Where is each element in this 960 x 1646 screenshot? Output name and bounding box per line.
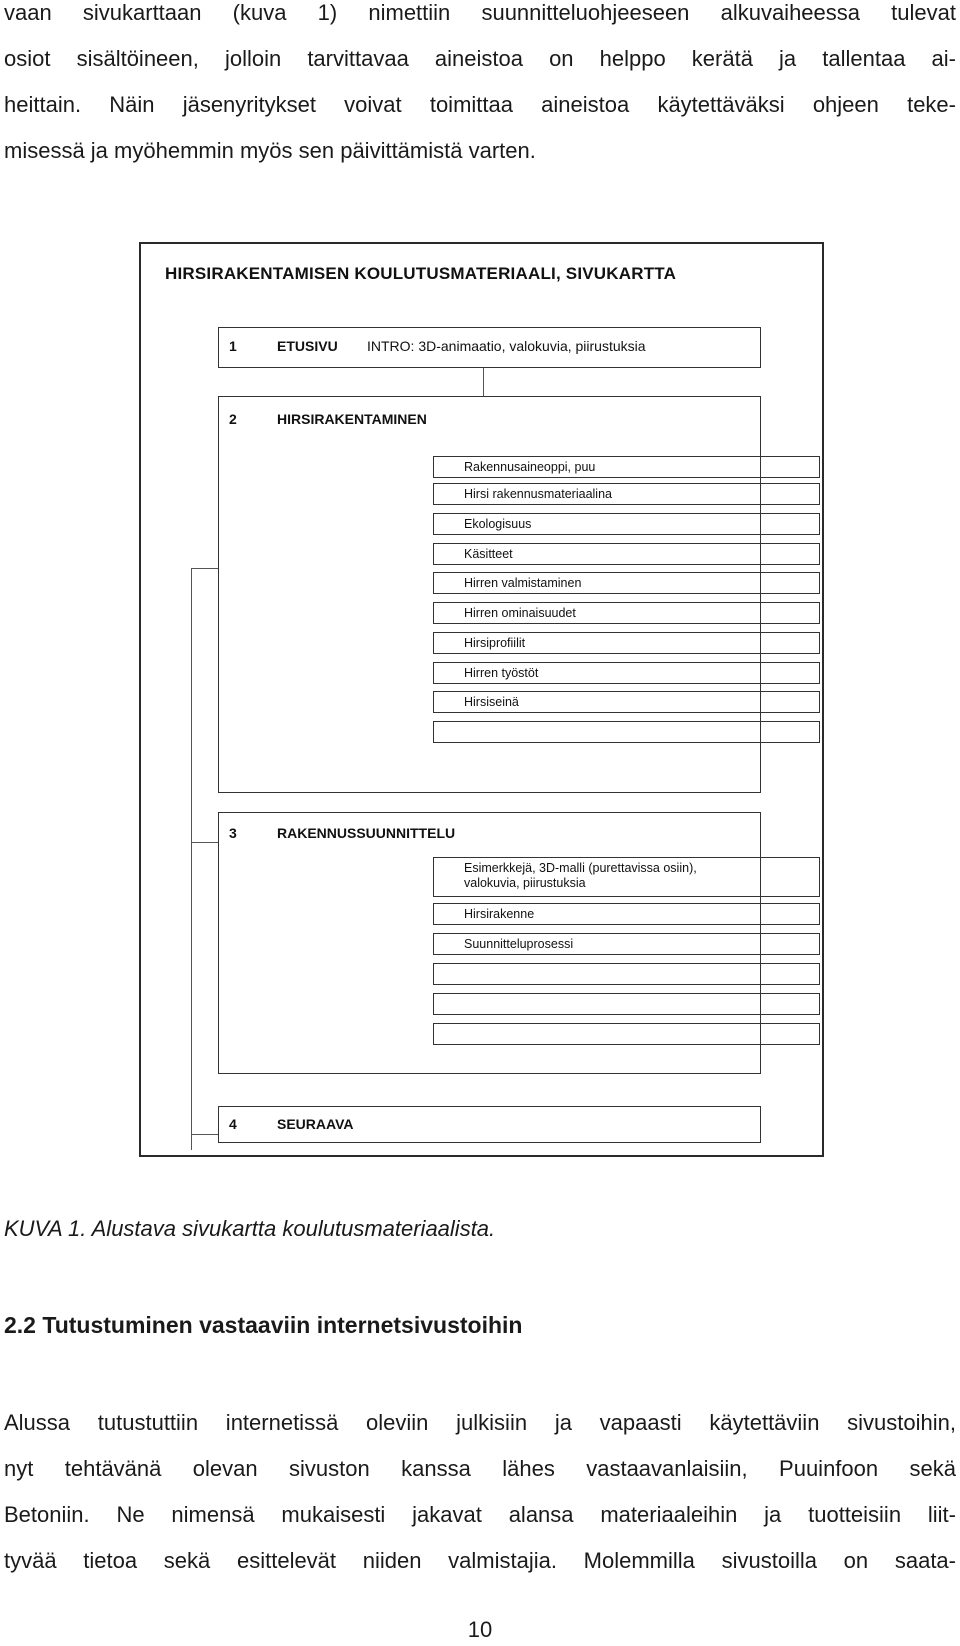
body-line: Betoniin. Ne nimensä mukaisesti jakavat alansa materiaaleihin ja tuotteisiin liit- <box>4 1502 956 1527</box>
sitemap-item: Suunnitteluprosessi <box>433 933 820 955</box>
sitemap-item: Hirsiseinä <box>433 691 820 713</box>
sitemap-item <box>433 1023 820 1045</box>
section-title: ETUSIVU <box>277 338 338 354</box>
section-title: RAKENNUSSUUNNITTELU <box>277 825 456 841</box>
section-hirsirakentaminen <box>218 396 761 793</box>
section-number: 4 <box>229 1116 237 1132</box>
sitemap-item <box>433 993 820 1015</box>
section-subtitle: INTRO: 3D-animaatio, valokuvia, piirustuksia <box>367 338 646 354</box>
sitemap-item: Hirren ominaisuudet <box>433 602 820 624</box>
sitemap-item: Ekologisuus <box>433 513 820 535</box>
connector-line <box>191 568 192 1150</box>
body-line: tyvää tietoa sekä esittelevät niiden valmistajia. Molemmilla sivustoilla on saata- <box>4 1548 956 1573</box>
intro-line: osiot sisältöineen, jolloin tarvittavaa aineistoa on helppo kerätä ja tallentaa ai- <box>4 46 956 71</box>
sitemap-item: Käsitteet <box>433 543 820 565</box>
body-paragraph <box>4 1400 956 1584</box>
sitemap-item: Rakennusaineoppi, puu <box>433 456 820 478</box>
section-etusivu <box>218 327 761 368</box>
intro-paragraph <box>4 0 956 174</box>
sitemap-figure <box>139 242 824 1157</box>
sitemap-item <box>433 963 820 985</box>
intro-line: heittain. Näin jäsenyritykset voivat toimittaa aineistoa käytettäväksi ohjeen teke- <box>4 92 956 117</box>
body-line: nyt tehtävänä olevan sivuston kanssa lähes vastaavanlaisiin, Puuinfoon sekä <box>4 1456 956 1481</box>
section-number: 1 <box>229 338 237 354</box>
sitemap-item: Esimerkkejä, 3D-malli (purettavissa osiin), valokuvia, piirustuksia <box>433 857 820 897</box>
section-title: SEURAAVA <box>277 1116 354 1132</box>
intro-line: misessä ja myöhemmin myös sen päivittämistä varten. <box>4 138 536 163</box>
sitemap-title: HIRSIRAKENTAMISEN KOULUTUSMATERIAALI, SIVUKARTTA <box>165 264 677 283</box>
section-number: 2 <box>229 411 237 427</box>
section-number: 3 <box>229 825 237 841</box>
section-rakennussuunnittelu <box>218 812 761 1074</box>
sitemap-item: Hirren valmistaminen <box>433 572 820 594</box>
figure-caption: KUVA 1. Alustava sivukartta koulutusmateriaalista. <box>4 1216 496 1241</box>
sitemap-item: Hirsiprofiilit <box>433 632 820 654</box>
page-number: 10 <box>467 1617 493 1642</box>
section-seuraava <box>218 1106 761 1143</box>
connector-line <box>191 568 218 569</box>
sitemap-item: Hirsi rakennusmateriaalina <box>433 483 820 505</box>
section-title: HIRSIRAKENTAMINEN <box>277 411 427 427</box>
intro-line: vaan sivukarttaan (kuva 1) nimettiin suunnitteluohjeeseen alkuvaiheessa tulevat <box>4 0 956 25</box>
body-line: Alussa tutustuttiin internetissä oleviin julkisiin ja vapaasti käytettäviin sivustoihin, <box>4 1410 956 1435</box>
sitemap-item <box>433 721 820 743</box>
connector-line <box>191 842 218 843</box>
connector-line <box>483 368 484 396</box>
sitemap-item: Hirren työstöt <box>433 662 820 684</box>
connector-line <box>191 1134 218 1135</box>
section-heading: 2.2 Tutustuminen vastaaviin internetsivustoihin <box>4 1312 523 1338</box>
sitemap-item: Hirsirakenne <box>433 903 820 925</box>
